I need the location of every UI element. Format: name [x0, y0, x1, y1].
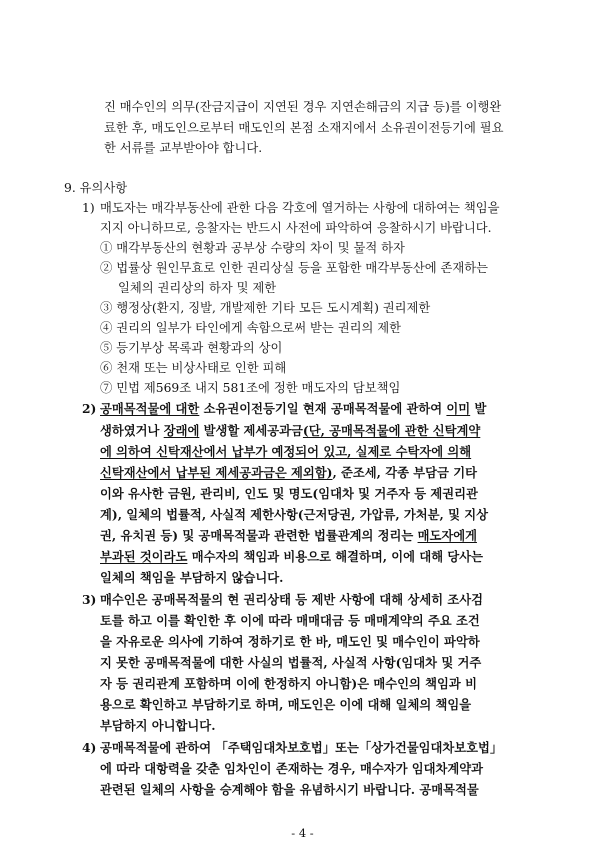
item-2-underline-f: 매도자에게	[417, 528, 477, 543]
item-2-number: 2)	[82, 401, 97, 416]
item-2-line-4	[100, 465, 477, 481]
item-1-sub-1: ① 매각부동산의 현황과 공부상 수량의 차이 및 물적 하자	[100, 241, 405, 255]
section-9-heading: 9. 유의사항	[64, 181, 128, 195]
item-4-line-3: 관련된 일체의 사항을 승계해야 함을 유념하시기 바랍니다. 공매목적물	[100, 782, 479, 797]
item-4-number: 4)	[82, 740, 97, 755]
item-2-line-2	[100, 423, 480, 439]
intro-line-2: 료한 후, 매도인으로부터 매도인의 본점 소재지에서 소유권이전등기에 필요	[104, 121, 504, 135]
item-2-underline-b: 이미	[446, 401, 471, 416]
item-2-line-6: 계), 일체의 법률적, 사실적 제한사항(근저당권, 가압류, 가처분, 및 지상	[100, 507, 489, 522]
item-1-number: 1)	[82, 201, 95, 215]
item-3-line-2: 토를 하고 이를 확인한 후 이에 따라 매매대금 등 매매계약의 주요 조건	[100, 613, 480, 628]
item-2-line-8	[100, 549, 483, 565]
item-2-underline-a: 공매목적물에 대한	[100, 401, 200, 416]
item-3-line-5: 자 등 권리관계 포함하며 이에 한정하지 아니함)은 매수인의 책임과 비	[100, 676, 477, 691]
item-2-text-e: , 준조세, 각종 부담금 기타	[332, 465, 477, 480]
item-3-line-7: 부담하지 아니합니다.	[100, 718, 216, 733]
item-2-text-d: 발생할 제세공과금	[199, 423, 303, 438]
item-2-underline-g: 부과된 것이라도	[100, 549, 188, 564]
intro-line-3: 한 서류를 교부받아야 합니다.	[104, 141, 263, 155]
item-2-underline-d: (단, 공매목적물에 관한 신탁계약	[302, 423, 481, 438]
item-2-line-3: 에 의하여 신탁재산에서 납부가 예정되어 있고, 실제로 수탁자에 의해	[100, 444, 472, 459]
item-2-text-g: 매수자의 책임과 비용으로 해결하며, 이에 대해 당사는	[187, 549, 484, 564]
item-1-sub-2: ② 법률상 원인무효로 인한 권리상실 등을 포함한 매각부동산에 존재하는	[100, 261, 489, 275]
item-3-number: 3)	[82, 592, 97, 607]
page-number: - 4 -	[291, 826, 314, 840]
item-3-line-3: 을 자유로운 의사에 기하여 정하기로 한 바, 매도인 및 매수인이 파악하	[100, 634, 480, 649]
item-3-line-1: 매수인은 공매목적물의 현 권리상태 등 제반 사항에 대해 상세히 조사검	[100, 592, 484, 607]
item-2-line-9: 일체의 책임을 부담하지 않습니다.	[100, 570, 284, 585]
item-1-sub-5: ⑤ 등기부상 목록과 현황과의 상이	[100, 341, 283, 355]
item-2-line-1	[100, 401, 486, 417]
item-1-sub-3: ③ 행정상(환지, 징발, 개발제한 기타 모든 도시계획) 권리제한	[100, 301, 431, 315]
item-2-text-f: 권, 유치권 등) 및 공매목적물과 관련한 법률관계의 정리는	[100, 528, 418, 543]
item-1-line-2: 지지 아니하므로, 응찰자는 반드시 사전에 파악하여 응찰하시기 바랍니다.	[100, 221, 492, 235]
item-2-underline-e: 신탁재산에서 납부된 제세공과금은 제외함)	[100, 465, 333, 480]
item-4-line-2: 에 따라 대항력을 갖춘 임차인이 존재하는 경우, 매수자가 임대차계약과	[100, 761, 484, 776]
intro-line-1: 진 매수인의 의무(잔금지급이 지연된 경우 지연손해금의 지급 등)를 이행완	[104, 100, 502, 114]
item-2-line-7	[100, 528, 477, 544]
item-4-line-1: 공매목적물에 관하여 「주택임대차보호법」또는「상가건물임대차보호법」	[100, 740, 503, 755]
item-2-text-c: 생하였거나	[100, 423, 164, 438]
item-3-line-6: 용으로 확인하고 부담하기로 하며, 매도인은 이에 대해 일체의 책임을	[100, 697, 472, 712]
item-2-line-5: 이와 유사한 금원, 관리비, 인도 및 명도(임대차 및 거주자 등 제권리관	[100, 486, 478, 501]
item-1-sub-4: ④ 권리의 일부가 타인에게 속함으로써 받는 권리의 제한	[100, 321, 401, 335]
item-1-sub-6: ⑥ 천재 또는 비상사태로 인한 피해	[100, 361, 287, 375]
item-2-underline-c: 장래에	[163, 423, 200, 438]
item-1-line-1: 매도자는 매각부동산에 관한 다음 각호에 열거하는 사항에 대하여는 책임을	[100, 201, 500, 215]
item-1-sub-2-cont: 일체의 권리상의 하자 및 제한	[118, 281, 277, 295]
item-2-text-a: 소유권이전등기일 현재 공매목적물에 관하여	[199, 401, 447, 416]
item-2-text-b: 발	[470, 401, 487, 416]
item-3-line-4: 지 못한 공매목적물에 대한 사실의 법률적, 사실적 사항(임대차 및 거주	[100, 655, 482, 670]
item-1-sub-7: ⑦ 민법 제569조 내지 581조에 정한 매도자의 담보책임	[100, 381, 401, 395]
